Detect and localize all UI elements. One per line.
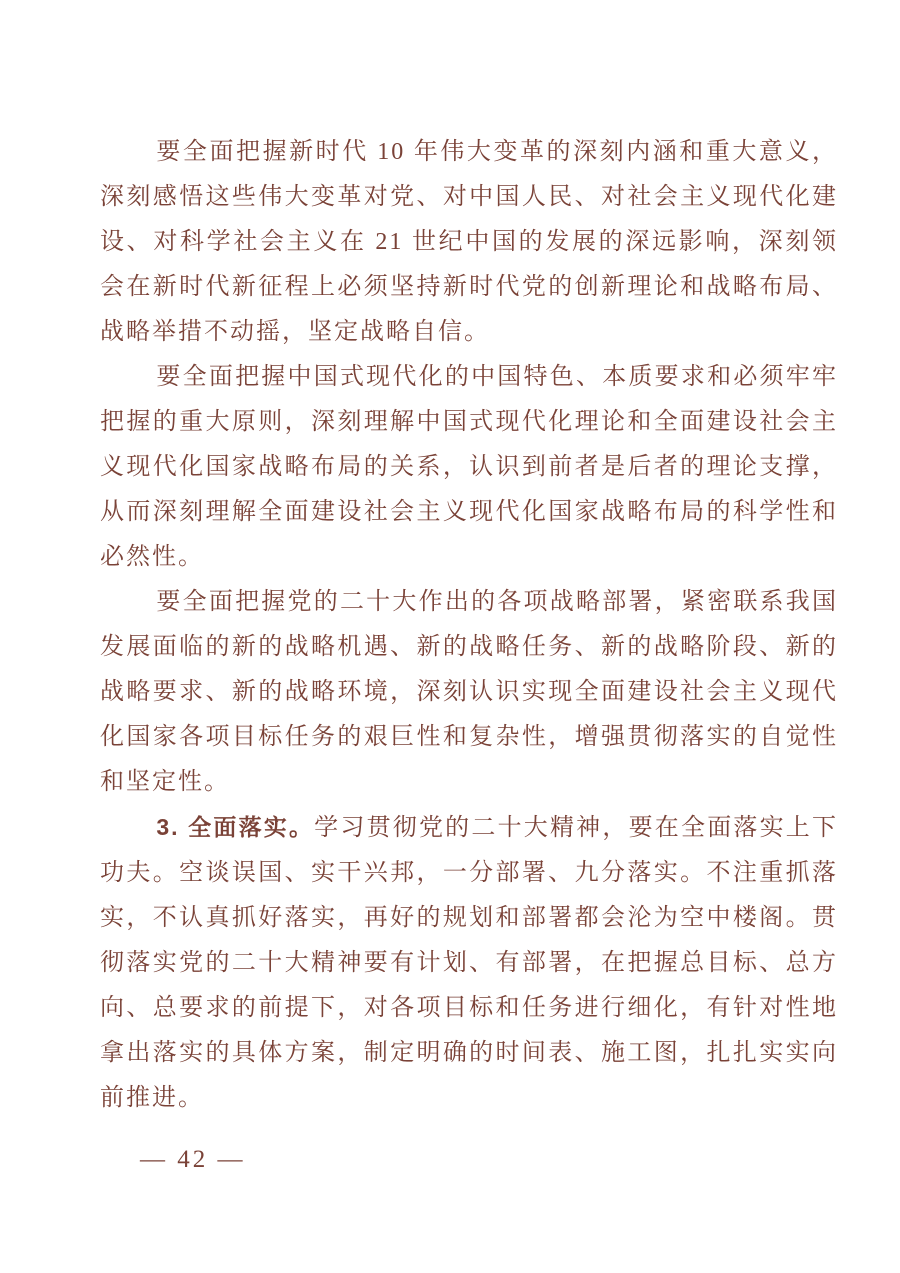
paragraph-lead-bold: 3. 全面落实。 <box>156 814 315 840</box>
paragraph-text: 学习贯彻党的二十大精神，要在全面落实上下功夫。空谈误国、实干兴邦，一分部署、九分落实。不注重抓落实，不认真抓好落实，再好的规划和部署都会沦为空中楼阁。贯彻落实党的二十大精神要有计划、有部署，在把握总目标、总方向、总要求的前提下，对各项目标和任务进行细化，有针对性地拿出落实的具体方案，制定明确的时间表、施工图，扎扎实实向前推进。 <box>100 815 838 1111</box>
paragraph <box>100 805 838 1121</box>
paragraph: 要全面把握新时代 10 年伟大变革的深刻内涵和重大意义，深刻感悟这些伟大变革对党、对中国人民、对社会主义现代化建设、对科学社会主义在 21 世纪中国的发展的深远影响，深刻领会在新时代新征程上必须坚持新时代党的创新理论和战略布局、战略举措不动摇，坚定战略自信。 <box>100 139 838 345</box>
page-number: — 42 — <box>140 1146 246 1173</box>
paragraph: 要全面把握党的二十大作出的各项战略部署，紧密联系我国发展面临的新的战略机遇、新的战略任务、新的战略阶段、新的战略要求、新的战略环境，深刻认识实现全面建设社会主义现代化国家各项目标任务的艰巨性和复杂性，增强贯彻落实的自觉性和坚定性。 <box>100 589 838 795</box>
document-body <box>100 130 838 1121</box>
paragraph: 要全面把握中国式现代化的中国特色、本质要求和必须牢牢把握的重大原则，深刻理解中国式现代化理论和全面建设社会主义现代化国家战略布局的关系，认识到前者是后者的理论支撑，从而深刻理解全面建设社会主义现代化国家战略布局的科学性和必然性。 <box>100 364 838 570</box>
